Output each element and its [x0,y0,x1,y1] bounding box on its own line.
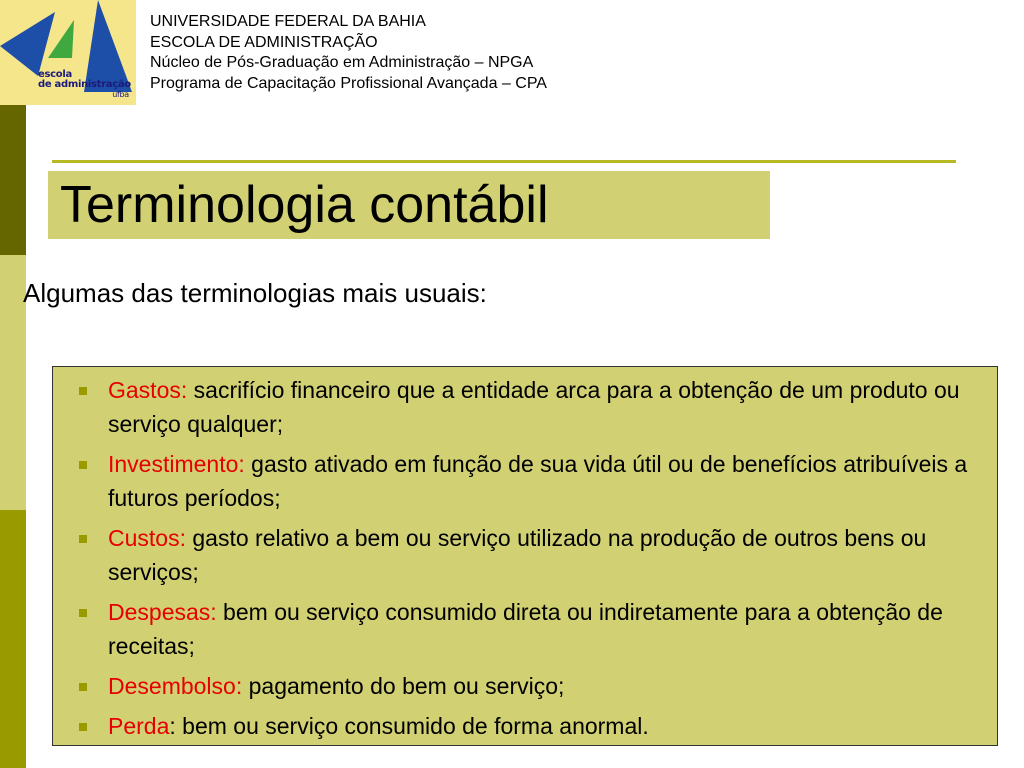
terms-box [52,366,998,746]
term-text [108,709,988,743]
intro-text: Algumas das terminologias mais usuais: [23,278,487,308]
term-label: Despesas: [108,599,217,625]
term-text [108,595,988,663]
logo-wordmark [38,70,131,100]
sidebar-stripe-medium [0,510,26,768]
bullet-icon [79,609,87,617]
logo-line-1: escola [38,69,72,80]
header-line-program: Programa de Capacitação Profissional Avançada – CPA [150,74,547,92]
school-logo [0,0,136,105]
term-label: Perda [108,713,170,739]
term-definition: gasto relativo a bem ou serviço utilizado na produção de outros bens ou serviços; [108,525,927,585]
term-label: Gastos: [108,377,188,403]
term-definition: pagamento do bem ou serviço; [242,673,565,699]
term-text [108,373,988,441]
header-line-university: UNIVERSIDADE FEDERAL DA BAHIA [150,13,426,30]
slide-title: Terminologia contábil [60,176,549,234]
sidebar-stripe-dark [0,105,26,255]
term-text [108,669,988,703]
bullet-icon [79,461,87,469]
header-line-nucleus: Núcleo de Pós-Graduação em Administração – NPGA [150,54,534,71]
bullet-icon [79,535,87,543]
bullet-icon [79,723,87,731]
term-text [108,521,988,589]
term-text [108,447,988,515]
logo-line-3: ufba [112,90,129,99]
logo-line-2: de administração [38,79,131,90]
term-label: Custos: [108,525,186,551]
term-definition: sacrifício financeiro que a entidade arca para a obtenção de um produto ou serviço qualquer; [108,377,960,437]
slide-title-box [48,171,770,239]
bullet-icon [79,387,87,395]
term-label: Investimento: [108,451,245,477]
header-line-school: ESCOLA DE ADMINISTRAÇÃO [150,33,378,51]
term-definition: : bem ou serviço consumido de forma anormal. [169,713,649,739]
term-label: Desembolso: [108,673,243,699]
institution-header [150,12,547,94]
term-definition: bem ou serviço consumido direta ou indiretamente para a obtenção de receitas; [108,599,943,659]
term-definition: gasto ativado em função de sua vida útil ou de benefícios atribuíveis a futuros períodos; [108,451,968,511]
header-divider [52,160,956,163]
bullet-icon [79,683,87,691]
